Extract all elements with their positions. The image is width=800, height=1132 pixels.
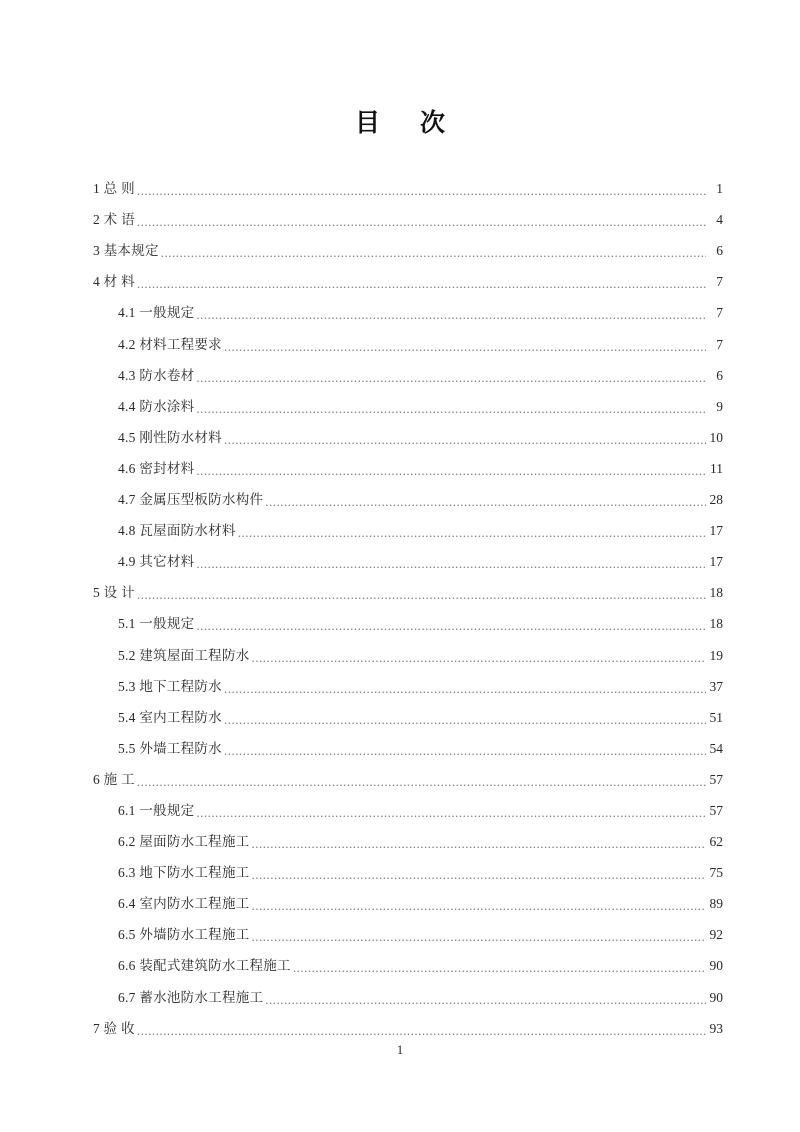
- toc-entry-page-number: 28: [709, 492, 723, 508]
- toc-entry[interactable]: [93, 601, 723, 632]
- toc-dot-leader: [196, 402, 706, 415]
- toc-entry[interactable]: [93, 757, 723, 788]
- toc-dot-leader: [252, 930, 707, 943]
- table-of-contents: [93, 166, 723, 1037]
- toc-entry[interactable]: [93, 1006, 723, 1037]
- toc-entry-label: 4.7 金属压型板防水构件: [118, 492, 264, 508]
- toc-entry-label: 6.2 屋面防水工程施工: [118, 834, 250, 850]
- toc-entry-page-number: 11: [710, 460, 723, 476]
- toc-entry-label: 1 总 则: [93, 181, 135, 197]
- toc-entry[interactable]: [93, 446, 723, 477]
- toc-entry-page-number: 9: [716, 398, 723, 414]
- toc-dot-leader: [196, 308, 706, 321]
- toc-entry[interactable]: [93, 912, 723, 943]
- toc-entry-page-number: 90: [709, 958, 723, 974]
- toc-entry[interactable]: [93, 850, 723, 881]
- toc-entry-page-number: 17: [709, 523, 723, 539]
- toc-entry-label: 4 材 料: [93, 274, 135, 290]
- toc-entry-label: 5.5 外墙工程防水: [118, 740, 222, 756]
- toc-entry-label: 5.1 一般规定: [118, 616, 195, 632]
- toc-dot-leader: [252, 651, 707, 664]
- toc-entry-label: 6.6 装配式建筑防水工程施工: [118, 958, 291, 974]
- toc-entry-label: 6.7 蓄水池防水工程施工: [118, 989, 264, 1005]
- toc-entry-label: 3 基本规定: [93, 243, 159, 259]
- toc-entry[interactable]: [93, 477, 723, 508]
- toc-entry-page-number: 93: [709, 1020, 723, 1036]
- toc-entry-label: 4.1 一般规定: [118, 305, 195, 321]
- toc-dot-leader: [196, 557, 706, 570]
- toc-entry-page-number: 62: [709, 834, 723, 850]
- toc-entry-page-number: 7: [716, 274, 723, 290]
- toc-dot-leader: [196, 619, 706, 632]
- toc-entry[interactable]: [93, 974, 723, 1005]
- toc-dot-leader: [238, 526, 706, 539]
- toc-entry-label: 5.4 室内工程防水: [118, 709, 222, 725]
- toc-entry-label: 7 验 收: [93, 1020, 135, 1036]
- toc-dot-leader: [265, 495, 706, 508]
- toc-entry-page-number: 7: [716, 336, 723, 352]
- toc-entry-page-number: 57: [709, 771, 723, 787]
- toc-dot-leader: [224, 744, 706, 757]
- toc-dot-leader: [137, 588, 706, 601]
- toc-entry-page-number: 89: [709, 896, 723, 912]
- toc-entry[interactable]: [93, 508, 723, 539]
- toc-entry[interactable]: [93, 632, 723, 663]
- toc-entry-label: 6.3 地下防水工程施工: [118, 865, 250, 881]
- toc-entry[interactable]: [93, 353, 723, 384]
- toc-entry-label: 4.2 材料工程要求: [118, 336, 222, 352]
- toc-entry[interactable]: [93, 290, 723, 321]
- toc-dot-leader: [265, 993, 706, 1006]
- toc-entry[interactable]: [93, 166, 723, 197]
- toc-entry-label: 4.9 其它材料: [118, 554, 195, 570]
- toc-dot-leader: [137, 184, 706, 197]
- toc-entry-page-number: 19: [709, 647, 723, 663]
- toc-entry-page-number: 10: [709, 429, 723, 445]
- toc-entry-page-number: 54: [709, 740, 723, 756]
- toc-dot-leader: [252, 899, 707, 912]
- toc-entry-label: 5.3 地下工程防水: [118, 678, 222, 694]
- toc-entry[interactable]: [93, 664, 723, 695]
- toc-dot-leader: [293, 961, 706, 974]
- toc-entry-page-number: 90: [709, 989, 723, 1005]
- toc-entry-label: 4.8 瓦屋面防水材料: [118, 523, 236, 539]
- toc-entry-page-number: 17: [709, 554, 723, 570]
- toc-entry[interactable]: [93, 321, 723, 352]
- page-title: 目 次: [354, 110, 453, 137]
- toc-entry-label: 4.3 防水卷材: [118, 367, 195, 383]
- toc-entry[interactable]: [93, 695, 723, 726]
- toc-entry-page-number: 18: [709, 585, 723, 601]
- toc-entry[interactable]: [93, 881, 723, 912]
- toc-dot-leader: [137, 215, 706, 228]
- toc-entry-page-number: 6: [716, 243, 723, 259]
- toc-entry-label: 4.5 刚性防水材料: [118, 429, 222, 445]
- toc-entry-page-number: 75: [709, 865, 723, 881]
- toc-entry-page-number: 51: [709, 709, 723, 725]
- toc-entry[interactable]: [93, 415, 723, 446]
- footer-page-number: 1: [396, 1043, 404, 1057]
- toc-dot-leader: [161, 246, 706, 259]
- toc-entry[interactable]: [93, 384, 723, 415]
- toc-entry[interactable]: [93, 943, 723, 974]
- toc-dot-leader: [137, 277, 706, 290]
- toc-dot-leader: [252, 868, 707, 881]
- toc-dot-leader: [196, 464, 706, 477]
- toc-entry-label: 4.6 密封材料: [118, 460, 195, 476]
- toc-entry-page-number: 6: [716, 367, 723, 383]
- toc-dot-leader: [137, 775, 706, 788]
- toc-entry-label: 6.4 室内防水工程施工: [118, 896, 250, 912]
- toc-entry-label: 6.5 外墙防水工程施工: [118, 927, 250, 943]
- toc-entry[interactable]: [93, 819, 723, 850]
- toc-entry-page-number: 1: [716, 181, 723, 197]
- toc-entry[interactable]: [93, 228, 723, 259]
- toc-entry-label: 6.1 一般规定: [118, 802, 195, 818]
- toc-entry-page-number: 37: [709, 678, 723, 694]
- toc-entry-page-number: 92: [709, 927, 723, 943]
- toc-dot-leader: [224, 340, 706, 353]
- toc-entry-page-number: 57: [709, 802, 723, 818]
- toc-entry[interactable]: [93, 788, 723, 819]
- toc-entry-label: 4.4 防水涂料: [118, 398, 195, 414]
- toc-entry[interactable]: [93, 539, 723, 570]
- toc-entry[interactable]: [93, 570, 723, 601]
- toc-dot-leader: [224, 682, 706, 695]
- toc-entry-label: 5 设 计: [93, 585, 135, 601]
- toc-entry[interactable]: [93, 259, 723, 290]
- toc-entry-label: 2 术 语: [93, 212, 135, 228]
- toc-entry-page-number: 4: [716, 212, 723, 228]
- toc-entry[interactable]: [93, 726, 723, 757]
- toc-entry-page-number: 18: [709, 616, 723, 632]
- toc-entry-label: 5.2 建筑屋面工程防水: [118, 647, 250, 663]
- toc-entry-page-number: 7: [716, 305, 723, 321]
- toc-dot-leader: [137, 1024, 706, 1037]
- toc-dot-leader: [224, 713, 706, 726]
- toc-dot-leader: [196, 806, 706, 819]
- toc-dot-leader: [196, 371, 706, 384]
- toc-dot-leader: [224, 433, 706, 446]
- toc-entry-label: 6 施 工: [93, 771, 135, 787]
- toc-dot-leader: [252, 837, 707, 850]
- toc-entry[interactable]: [93, 197, 723, 228]
